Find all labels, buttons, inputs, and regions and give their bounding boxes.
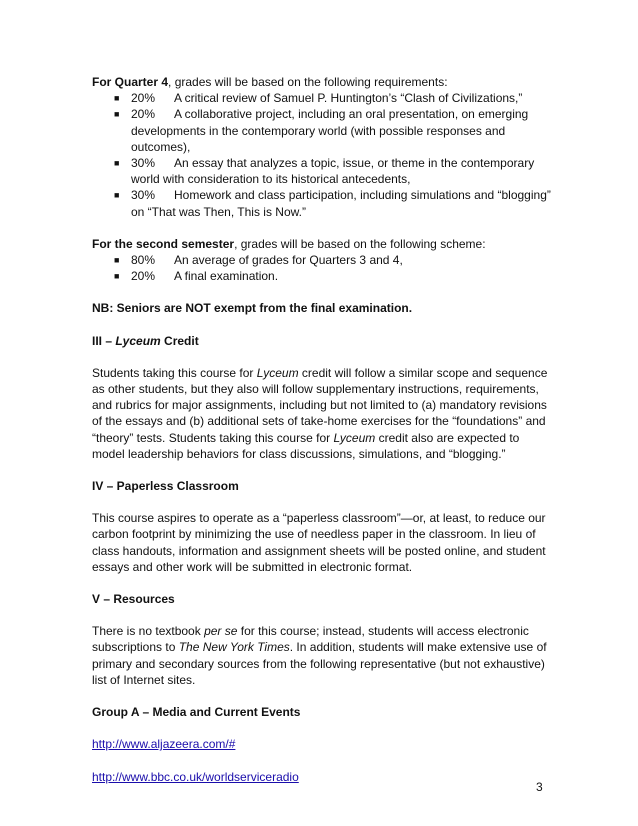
quarter4-intro	[92, 74, 552, 90]
percent-value: 20%	[131, 91, 156, 106]
list-item	[114, 155, 552, 187]
requirement-text: A collaborative project, including an oral presentation, on emerging developments in the contemporary world (with possible responses and outcomes),	[131, 107, 529, 154]
requirement-text: An essay that analyzes a topic, issue, or theme in the contemporary world with consideration to its historical antecedents,	[131, 156, 535, 187]
requirement-text: A final examination.	[174, 269, 279, 284]
quarter4-label: For Quarter 4	[92, 75, 169, 89]
percent-value: 80%	[131, 253, 156, 268]
link-row	[92, 769, 552, 785]
document-page	[92, 74, 552, 801]
group-a-heading: Group A – Media and Current Events	[92, 705, 301, 720]
square-bullet-icon: ■	[114, 93, 120, 104]
lyceum-paragraph: Students taking this course for Lyceum credit will follow a similar scope and sequence as other students, but they also will follow supplementary instructions, requirements, and rubrics for major assignments, including but not limited to (a) mandatory revisions of the essays and (b) additional sets of take-home exercises for the “foundations” and “theory” tests. Students taking this course for Lyceum credit also are expected to model leadership behaviors for class discussions, simulations, and “blogging.”	[92, 365, 548, 461]
list-item	[114, 90, 552, 106]
square-bullet-icon: ■	[114, 255, 120, 266]
list-item	[114, 268, 552, 284]
resources-heading: V – Resources	[92, 592, 175, 607]
quarter4-section	[92, 74, 552, 220]
aljazeera-link[interactable]: http://www.aljazeera.com/#	[92, 737, 236, 752]
percent-value: 30%	[131, 188, 156, 203]
square-bullet-icon: ■	[114, 109, 120, 120]
quarter4-requirements-list	[92, 90, 552, 220]
list-item	[114, 252, 552, 268]
nb-notice: NB: Seniors are NOT exempt from the final examination.	[92, 301, 413, 316]
link-row	[92, 736, 552, 752]
quarter4-intro-text: , grades will be based on the following requirements:	[168, 75, 448, 89]
square-bullet-icon: ■	[114, 190, 120, 201]
lyceum-heading: III – Lyceum Credit	[92, 333, 199, 348]
square-bullet-icon: ■	[114, 158, 120, 169]
page-number: 3	[536, 780, 543, 794]
second-semester-intro-text: , grades will be based on the following scheme:	[234, 236, 486, 251]
bbc-worldservice-link[interactable]: http://www.bbc.co.uk/worldserviceradio	[92, 769, 299, 784]
second-semester-list	[92, 252, 552, 284]
requirement-text: A critical review of Samuel P. Huntington’s “Clash of Civilizations,”	[174, 91, 523, 106]
paperless-paragraph: This course aspires to operate as a “paperless classroom”—or, at least, to reduce our carbon footprint by minimizing the use of needless paper in the classroom. In lieu of class handouts, information and assignment sheets will be posted online, and student essays and other work will be submitted in electronic format.	[92, 511, 546, 574]
list-item	[114, 187, 552, 219]
second-semester-intro	[92, 236, 552, 252]
requirement-text: Homework and class participation, including simulations and “blogging” on “That was Then, This is Now.”	[131, 188, 551, 219]
square-bullet-icon: ■	[114, 271, 120, 282]
paperless-heading: IV – Paperless Classroom	[92, 479, 239, 494]
requirement-text: An average of grades for Quarters 3 and 4,	[174, 253, 403, 268]
second-semester-section	[92, 236, 552, 285]
list-item	[114, 106, 552, 155]
percent-value: 20%	[131, 269, 156, 284]
resources-paragraph: There is no textbook per se for this course; instead, students will access electronic subscriptions to The New York Times. In addition, students will make extensive use of primary and secondary sources from the following representative (but not exhaustive) list of Internet sites.	[92, 624, 547, 687]
percent-value: 30%	[131, 156, 156, 171]
percent-value: 20%	[131, 107, 156, 122]
second-semester-label: For the second semester	[92, 236, 235, 251]
